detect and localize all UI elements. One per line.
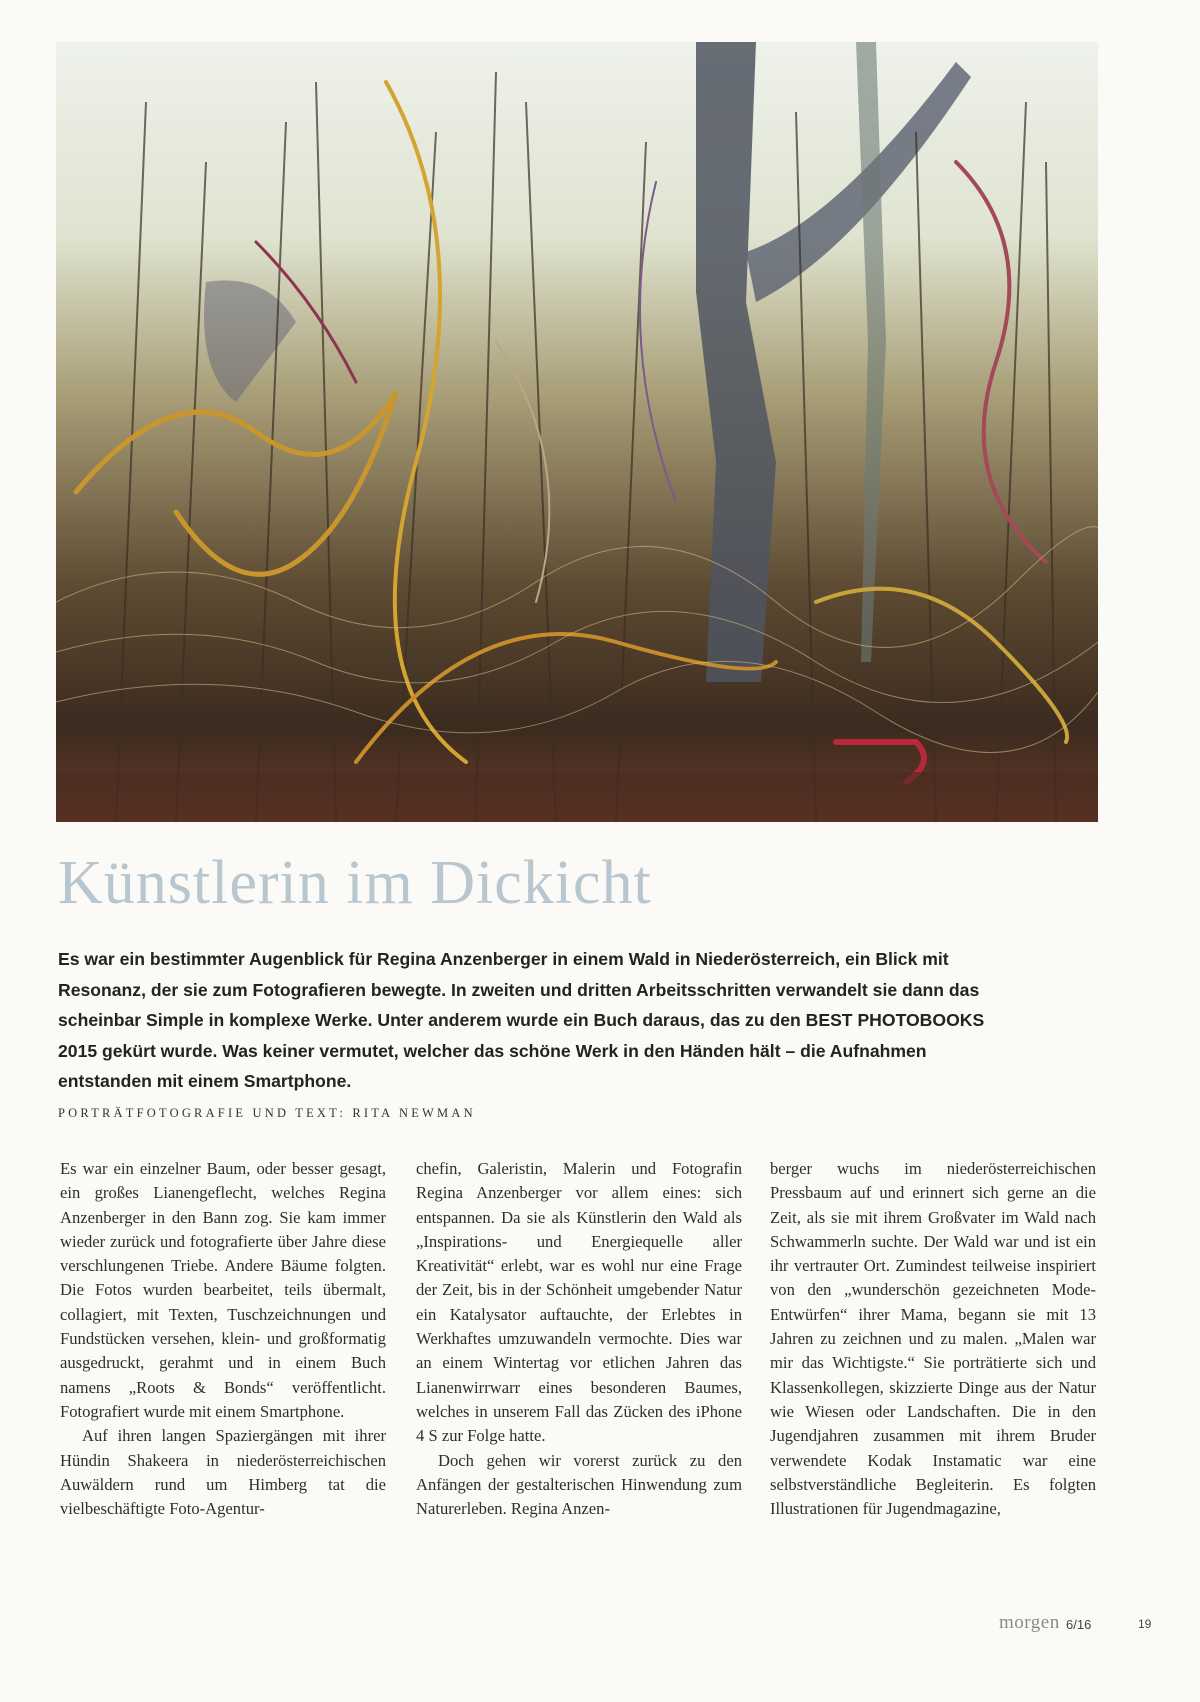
article-lead: Es war ein bestimmter Augenblick für Regina Anzenberger in einem Wald in Niederösterreich, ein Blick mit Resonanz, der sie zum Fotografieren bewegte. In zweiten und dritten Arbeitsschritten verwandelt sie dann das scheinbar Simple in komplexe Werke. Unter anderem wurde ein Buch daraus, das zu den BEST PHOTOBOOKS 2015 gekürt wurde. Was keiner vermutet, welcher das schöne Werk in den Händen hält – die Aufnahmen entstanden mit einem Smartphone. [58, 949, 985, 1091]
photo-text-credit: PORTRÄTFOTOGRAFIE UND TEXT: RITA NEWMAN [58, 1106, 476, 1120]
forest-thicket-artwork [56, 42, 1098, 822]
body-column-2 [416, 1157, 742, 1521]
body-column-3 [770, 1157, 1096, 1521]
issue-number: 6/16 [1066, 1617, 1092, 1632]
body-column-1 [60, 1157, 386, 1521]
hero-photo [56, 42, 1098, 822]
body-paragraph: Doch gehen wir vorerst zurück zu den Anfängen der gestalterischen Hinwendung zum Naturerleben. Regina Anzen- [416, 1450, 742, 1519]
body-paragraph: Es war ein einzelner Baum, oder besser gesagt, ein großes Lianengeflecht, welches Regina Anzenberger in den Bann zog. Sie kam immer wieder zurück und fotografierte über Jahre diese verschlungenen Triebe. Andere Bäume folgten. Die Fotos wurden bearbeitet, teils übermalt, collagiert, mit Texten, Tuschzeichnungen und Fundstücken versehen, klein- und großformatig ausgedruckt, gerahmt und in einem Buch namens „Roots & Bonds“ veröffentlicht. Fotografiert wurde mit einem Smartphone. [60, 1159, 386, 1421]
magazine-brand: morgen [999, 1612, 1060, 1633]
article-title: Künstlerin im Dickicht [58, 849, 652, 917]
body-paragraph: Auf ihren langen Spaziergängen mit ihrer Hündin Shakeera in niederösterreichischen Auwäldern rund um Himberg tat die vielbeschäftigte Foto-Agentur- [60, 1426, 386, 1519]
body-paragraph: berger wuchs im niederösterreichischen Pressbaum auf und erinnert sich gerne an die Zeit, als sie mit ihrem Großvater im Wald nach Schwammerln suchte. Der Wald war und ist ein ihr vertrauter Ort. Zumindest teilweise inspiriert von den „wunderschön gezeichneten Mode-Entwürfen“ ihrer Mama, begann sie mit 13 Jahren zu zeichnen und zu malen. „Malen war mir das Wichtigste.“ Sie porträtierte sich und Klassenkollegen, skizzierte Dinge aus der Natur wie Wiesen oder Landschaften. Die in den Jugendjahren zusammen mit ihrem Bruder verwendete Kodak Instamatic war eine selbstverständliche Begleiterin. Es folgten Illustrationen für Jugendmagazine, [770, 1159, 1096, 1519]
body-paragraph: chefin, Galeristin, Malerin und Fotografin Regina Anzenberger vor allem eines: sich entspannen. Da sie als Künstlerin den Wald als „Inspirations- und Energiequelle aller Kreativität“ erlebt, war es wohl nur eine Frage der Zeit, bis in der Schönheit umgebender Natur ein Katalysator auftauchte, der Erlebtes in Werkhaftes umzuwandeln vermochte. Dies war an einem Wintertag vor etlichen Jahren das Lianenwirrwarr eines besonderen Baumes, welches in unserem Fall das Zücken des iPhone 4 S zur Folge hatte. [416, 1159, 742, 1446]
page-number: 19 [1138, 1617, 1152, 1631]
